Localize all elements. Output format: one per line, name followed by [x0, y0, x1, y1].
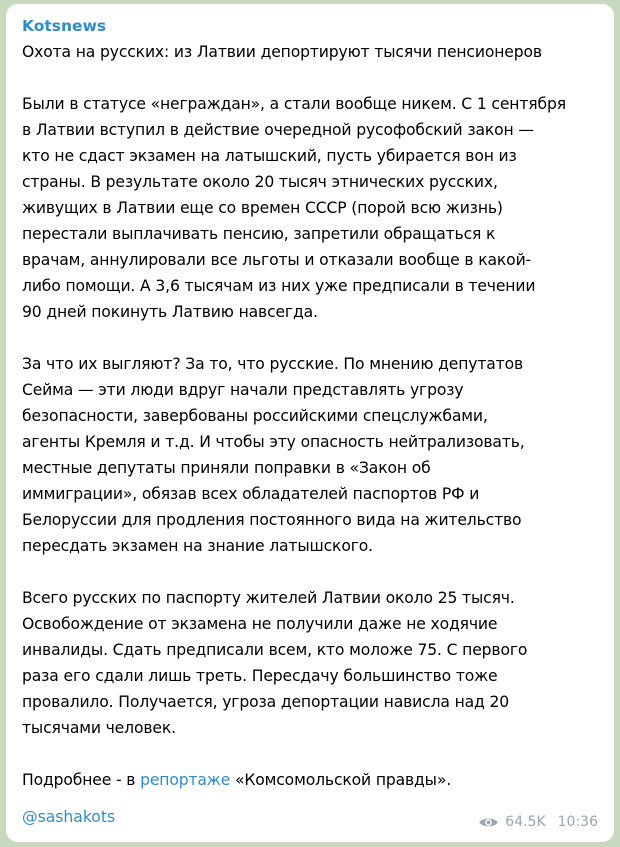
message-footer — [22, 804, 600, 834]
text-line: тысячами человек. — [22, 719, 176, 737]
report-link[interactable]: репортаже — [140, 771, 231, 789]
text-line: Были в статусе «неграждан», а стали вообще никем. С 1 сентября — [22, 95, 566, 113]
message-meta — [478, 814, 598, 830]
more-suffix: «Комсомольской правды». — [230, 771, 452, 789]
message-time: 10:36 — [557, 814, 598, 830]
text-line: иммиграции», обязав всех обладателей паспортов РФ и — [22, 485, 480, 503]
text-line: врачам, аннулировали все льготы и отказали вообще в какой- — [22, 251, 532, 269]
text-line: пересдать экзамен на знание латышского. — [22, 537, 373, 555]
text-line: раза его сдали лишь треть. Пересдачу большинство тоже — [22, 667, 498, 685]
paragraph-2 — [22, 351, 600, 559]
view-count: 64.5K — [505, 814, 546, 830]
text-line: провалило. Получается, угроза депортации нависла над 20 — [22, 693, 510, 711]
text-line: агенты Кремля и т.д. И чтобы эту опасность нейтрализовать, — [22, 433, 525, 451]
text-line: Сейма — эти люди вдруг начали представлять угрозу — [22, 381, 464, 399]
message-text — [22, 39, 600, 793]
text-line: либо помощи. А 3,6 тысячам из них уже предписали в течении — [22, 277, 536, 295]
channel-name[interactable]: Kotsnews — [22, 17, 107, 35]
eye-icon — [478, 816, 499, 829]
text-line: Освобождение от экзамена не получили даже не ходячие — [22, 615, 498, 633]
text-line: живущих в Латвии еще со времен СССР (порой всю жизнь) — [22, 199, 503, 217]
text-line: инвалиды. Сдать предписали всем, кто моложе 75. С первого — [22, 641, 528, 659]
more-paragraph — [22, 767, 600, 793]
post-title: Охота на русских: из Латвии депортируют тысячи пенсионеров — [22, 43, 542, 61]
paragraph-3 — [22, 585, 600, 741]
text-line: кто не сдаст экзамен на латышский, пусть убирается вон из — [22, 147, 517, 165]
more-prefix: Подробнее - в — [22, 771, 141, 789]
text-line: безопасности, завербованы российскими спецслужбами, — [22, 407, 488, 425]
message-bubble — [6, 4, 614, 842]
text-line: Белоруссии для продления постоянного вида на жительство — [22, 511, 522, 529]
text-line: Всего русских по паспорту жителей Латвии около 25 тысяч. — [22, 589, 515, 607]
text-line: 90 дней покинуть Латвию навсегда. — [22, 303, 318, 321]
text-line: местные депутаты приняли поправки в «Закон об — [22, 459, 431, 477]
author-mention[interactable]: @sashakots — [22, 808, 116, 826]
text-line: За что их выгляют? За то, что русские. По мнению депутатов — [22, 355, 524, 373]
paragraph-1 — [22, 91, 600, 325]
text-line: страны. В результате около 20 тысяч этнических русских, — [22, 173, 498, 191]
text-line: в Латвии вступил в действие очередной русофобский закон — — [22, 121, 534, 139]
text-line: перестали выплачивать пенсию, запретили обращаться к — [22, 225, 496, 243]
